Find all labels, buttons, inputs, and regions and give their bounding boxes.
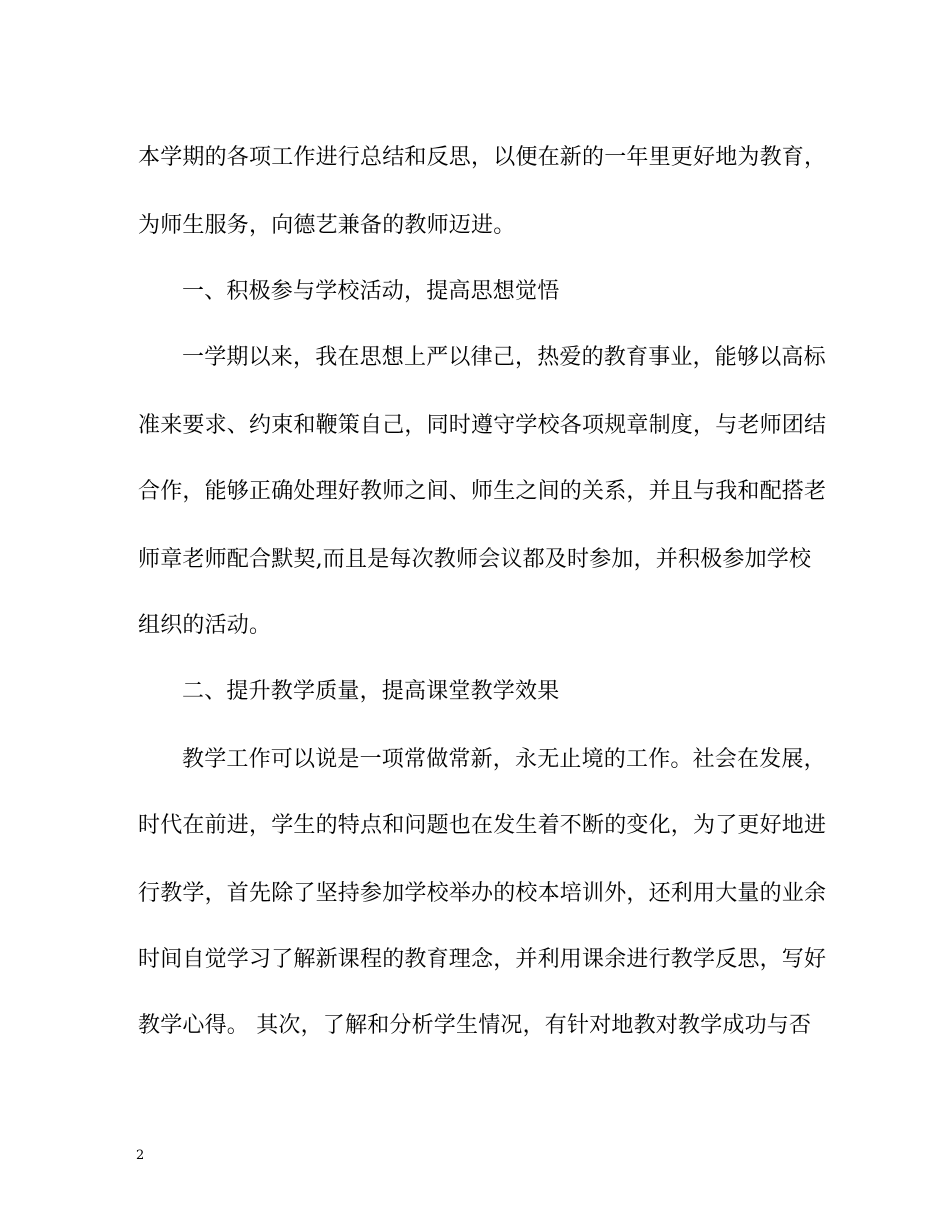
body-line: 准来要求、约束和鞭策自己，同时遵守学校各项规章制度，与老师团结 xyxy=(138,413,827,438)
page-number: 2 xyxy=(136,1148,145,1163)
body-line: 为师生服务，向德艺兼备的教师迈进。 xyxy=(138,213,516,238)
section-heading-1: 一、积极参与学校活动，提高思想觉悟 xyxy=(182,279,560,304)
body-line: 教学心得。 其次，了解和分析学生情况，有针对地教对教学成功与否 xyxy=(138,1013,812,1038)
body-line: 时代在前进，学生的特点和问题也在发生着不断的变化，为了更好地进 xyxy=(138,813,827,838)
body-line: 教学工作可以说是一项常做常新，永无止境的工作。社会在发展， xyxy=(182,747,826,772)
body-line: 行教学，首先除了坚持参加学校举办的校本培训外，还利用大量的业余 xyxy=(138,881,827,906)
body-line: 合作，能够正确处理好教师之间、师生之间的关系，并且与我和配搭老 xyxy=(138,479,827,504)
body-line: 时间自觉学习了解新课程的教育理念，并利用课余进行教学反思，写好 xyxy=(138,947,827,972)
body-line: 本学期的各项工作进行总结和反思，以便在新的一年里更好地为教育， xyxy=(138,145,827,170)
body-line: 一学期以来，我在思想上严以律己，热爱的教育事业，能够以高标 xyxy=(182,345,826,370)
body-line: 师章老师配合默契,而且是每次教师会议都及时参加，并积极参加学校 xyxy=(138,547,812,572)
body-line: 组织的活动。 xyxy=(138,613,272,638)
section-heading-2: 二、提升教学质量，提高课堂教学效果 xyxy=(182,679,560,704)
